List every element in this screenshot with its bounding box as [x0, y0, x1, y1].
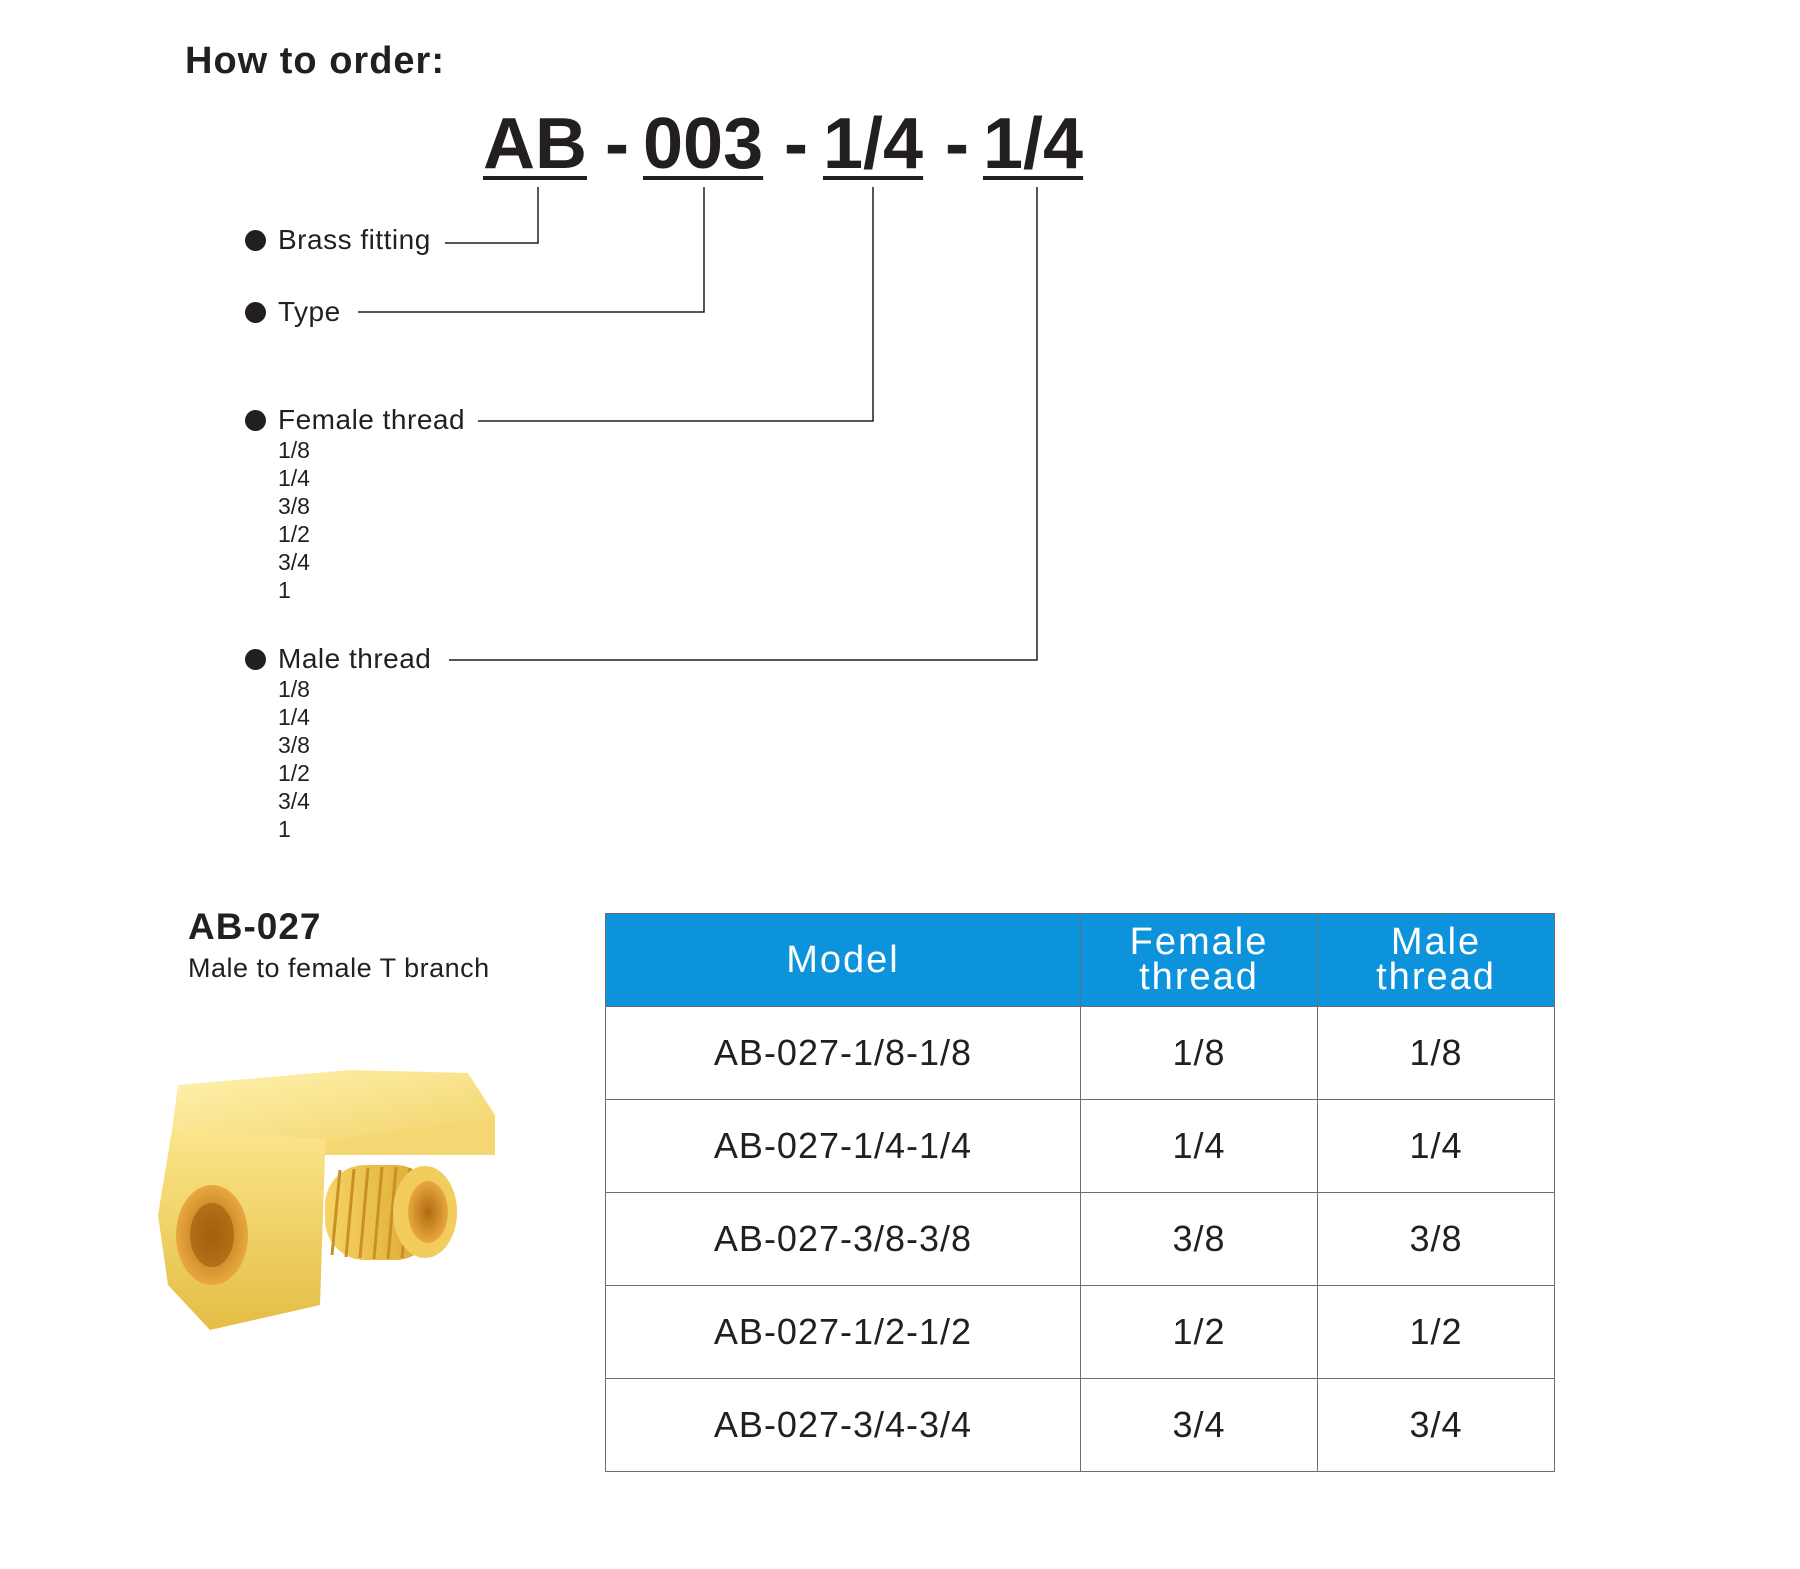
- list-item: 1/2: [278, 760, 310, 786]
- cell-male-thread: 1/4: [1318, 1100, 1555, 1193]
- table-row: [606, 1007, 1555, 1100]
- order-code-part-type: 003: [643, 104, 764, 184]
- list-item: 1/8: [278, 437, 310, 463]
- table-row: [606, 1286, 1555, 1379]
- order-code-separator-2: -: [784, 104, 808, 184]
- bullet-icon: [245, 410, 266, 431]
- connector-male: [449, 187, 1037, 660]
- order-code-separator-1: -: [605, 104, 629, 184]
- cell-model: AB-027-3/4-3/4: [606, 1379, 1081, 1472]
- list-item: 3/8: [278, 732, 310, 758]
- cell-female-thread: 1/4: [1081, 1100, 1318, 1193]
- list-item: 1: [278, 816, 291, 842]
- table-row: [606, 1379, 1555, 1472]
- product-description: Male to female T branch: [188, 953, 490, 983]
- page-title: How to order:: [185, 40, 445, 82]
- list-item: 1/8: [278, 676, 310, 702]
- cell-female-thread: 1/2: [1081, 1286, 1318, 1379]
- table-row: [606, 1193, 1555, 1286]
- cell-male-thread: 3/4: [1318, 1379, 1555, 1472]
- legend-brass-fitting: Brass fitting: [278, 224, 431, 255]
- cell-model: AB-027-1/4-1/4: [606, 1100, 1081, 1193]
- cell-male-thread: 1/2: [1318, 1286, 1555, 1379]
- order-code-part-male: 1/4: [983, 104, 1084, 184]
- bullet-icon: [245, 302, 266, 323]
- table-row: [606, 1100, 1555, 1193]
- connector-brass: [445, 187, 538, 243]
- male-thread-options: [278, 675, 310, 843]
- cell-male-thread: 3/8: [1318, 1193, 1555, 1286]
- column-header-female-thread: Female thread: [1081, 914, 1318, 1007]
- product-code: AB-027: [188, 906, 322, 947]
- legend-female-thread: Female thread: [278, 404, 466, 435]
- cell-female-thread: 3/4: [1081, 1379, 1318, 1472]
- brass-t-branch-fitting-image: [150, 1045, 530, 1345]
- list-item: 3/4: [278, 549, 310, 575]
- bullet-icon: [245, 649, 266, 670]
- cell-male-thread: 1/8: [1318, 1007, 1555, 1100]
- list-item: 1: [278, 577, 291, 603]
- list-item: 1/4: [278, 465, 310, 491]
- order-code-part-series: AB: [483, 104, 587, 184]
- cell-model: AB-027-3/8-3/8: [606, 1193, 1081, 1286]
- column-header-model: Model: [606, 914, 1081, 1007]
- legend-type: Type: [278, 296, 341, 327]
- cell-female-thread: 1/8: [1081, 1007, 1318, 1100]
- cell-female-thread: 3/8: [1081, 1193, 1318, 1286]
- list-item: 1/4: [278, 704, 310, 730]
- bullet-icon: [245, 230, 266, 251]
- legend-male-thread: Male thread: [278, 643, 432, 674]
- column-header-male-thread: Male thread: [1318, 914, 1555, 1007]
- order-code-separator-3: -: [945, 104, 969, 184]
- cell-model: AB-027-1/2-1/2: [606, 1286, 1081, 1379]
- female-thread-options: [278, 436, 310, 604]
- cell-model: AB-027-1/8-1/8: [606, 1007, 1081, 1100]
- list-item: 3/4: [278, 788, 310, 814]
- order-code-part-female: 1/4: [823, 104, 924, 184]
- list-item: 3/8: [278, 493, 310, 519]
- model-spec-table: [605, 913, 1555, 1472]
- list-item: 1/2: [278, 521, 310, 547]
- table-header-row: [606, 914, 1555, 1007]
